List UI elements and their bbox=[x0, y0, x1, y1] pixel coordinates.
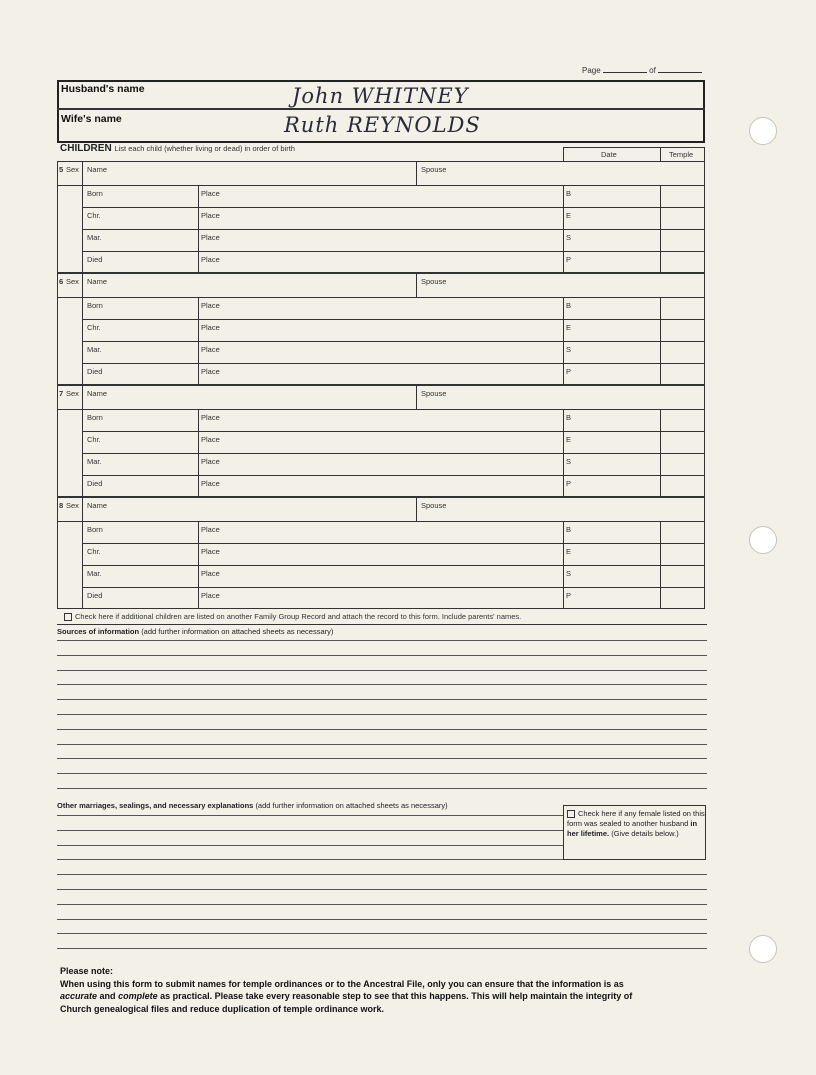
child-name-field[interactable]: Name bbox=[87, 389, 108, 398]
date-header: Date bbox=[601, 150, 617, 159]
wife-label: Wife's name bbox=[61, 113, 122, 125]
child-number: 5 bbox=[59, 165, 64, 174]
divider bbox=[660, 409, 661, 497]
divider bbox=[57, 108, 705, 110]
event-place-field[interactable]: Place bbox=[201, 569, 220, 578]
additional-children-text: Check here if additional children are listed on another Family Group Record and attach the record to this form. Include parents' names. bbox=[75, 612, 522, 621]
event-label-died: Died bbox=[87, 367, 103, 376]
page-total-field[interactable] bbox=[658, 72, 702, 73]
divider bbox=[198, 521, 199, 609]
ruled-line bbox=[57, 889, 707, 890]
divider bbox=[82, 565, 705, 566]
ruled-line bbox=[57, 699, 707, 700]
event-label-died: Died bbox=[87, 255, 103, 264]
child-sex-label: Sex bbox=[66, 277, 79, 286]
event-place-field[interactable]: Place bbox=[201, 591, 220, 600]
ruled-line bbox=[57, 933, 707, 934]
divider bbox=[660, 521, 661, 609]
female-check-text: Check here if any female listed on this form was sealed to another husband bbox=[567, 809, 705, 828]
other-marriages-hint: (add further information on attached sheets as necessary) bbox=[255, 801, 448, 810]
temple-code-b[interactable]: B bbox=[566, 413, 572, 422]
divider bbox=[198, 409, 199, 497]
divider bbox=[660, 147, 661, 161]
temple-code-e[interactable]: E bbox=[566, 547, 572, 556]
please-note-line-2 bbox=[60, 990, 740, 1003]
child-sex-label: Sex bbox=[66, 165, 79, 174]
female-check-end: (Give details below.) bbox=[611, 829, 679, 838]
divider bbox=[82, 161, 83, 273]
event-label-mar: Mar. bbox=[87, 457, 102, 466]
event-place-field[interactable]: Place bbox=[201, 189, 220, 198]
temple-code-b[interactable]: B bbox=[566, 189, 572, 198]
divider bbox=[82, 453, 705, 454]
female-sealing-check[interactable] bbox=[567, 809, 705, 839]
divider bbox=[82, 543, 705, 544]
ruled-line bbox=[57, 830, 563, 831]
divider bbox=[82, 229, 705, 230]
event-place-field[interactable]: Place bbox=[201, 301, 220, 310]
divider bbox=[198, 297, 199, 385]
event-place-field[interactable]: Place bbox=[201, 323, 220, 332]
event-place-field[interactable]: Place bbox=[201, 255, 220, 264]
divider bbox=[82, 431, 705, 432]
event-label-born: Born bbox=[87, 189, 103, 198]
ruled-line bbox=[57, 919, 707, 920]
please-note-block bbox=[60, 965, 740, 1015]
event-place-field[interactable]: Place bbox=[201, 525, 220, 534]
event-place-field[interactable]: Place bbox=[201, 413, 220, 422]
divider bbox=[416, 497, 417, 521]
children-instructions: List each child (whether living or dead) in order of birth bbox=[114, 144, 295, 153]
child-number: 8 bbox=[59, 501, 64, 510]
temple-code-p[interactable]: P bbox=[566, 479, 572, 488]
child-number: 7 bbox=[59, 389, 64, 398]
divider bbox=[563, 185, 564, 273]
divider bbox=[57, 297, 705, 298]
temple-code-s[interactable]: S bbox=[566, 457, 572, 466]
punch-hole-bottom bbox=[749, 935, 777, 963]
temple-code-b[interactable]: B bbox=[566, 301, 572, 310]
please-note-title: Please note: bbox=[60, 966, 114, 976]
temple-code-b[interactable]: B bbox=[566, 525, 572, 534]
child-name-field[interactable]: Name bbox=[87, 501, 108, 510]
event-label-born: Born bbox=[87, 413, 103, 422]
divider bbox=[660, 185, 661, 273]
of-label: of bbox=[649, 66, 656, 75]
divider bbox=[82, 385, 83, 497]
event-place-field[interactable]: Place bbox=[201, 457, 220, 466]
ruled-line bbox=[57, 744, 707, 745]
ruled-line bbox=[57, 714, 707, 715]
divider bbox=[416, 273, 417, 297]
child-number: 6 bbox=[59, 277, 64, 286]
ruled-line bbox=[57, 948, 707, 949]
ruled-line bbox=[57, 904, 707, 905]
temple-code-p[interactable]: P bbox=[566, 255, 572, 264]
checkbox[interactable] bbox=[567, 810, 575, 818]
event-place-field[interactable]: Place bbox=[201, 345, 220, 354]
ruled-line bbox=[57, 684, 707, 685]
event-place-field[interactable]: Place bbox=[201, 547, 220, 556]
ruled-line bbox=[57, 859, 563, 860]
temple-header: Temple bbox=[669, 150, 694, 159]
temple-code-e[interactable]: E bbox=[566, 323, 572, 332]
divider bbox=[416, 161, 417, 185]
event-label-chr: Chr. bbox=[87, 323, 101, 332]
other-marriages-heading bbox=[57, 801, 448, 810]
temple-code-p[interactable]: P bbox=[566, 367, 572, 376]
sources-hint: (add further information on attached sheets as necessary) bbox=[141, 627, 334, 636]
divider bbox=[57, 521, 705, 522]
event-label-chr: Chr. bbox=[87, 211, 101, 220]
divider bbox=[57, 624, 707, 625]
female-check-bold: in her lifetime. bbox=[567, 819, 698, 838]
divider bbox=[82, 587, 705, 588]
event-label-born: Born bbox=[87, 301, 103, 310]
temple-code-s[interactable]: S bbox=[566, 569, 572, 578]
wife-name-value[interactable]: Ruth REYNOLDS bbox=[284, 113, 481, 137]
page-number-row bbox=[582, 66, 702, 75]
and-text: and bbox=[99, 991, 116, 1001]
child-spouse-field[interactable]: Spouse bbox=[421, 277, 447, 286]
ruled-line bbox=[57, 815, 563, 816]
event-label-mar: Mar. bbox=[87, 345, 102, 354]
ruled-line bbox=[57, 729, 707, 730]
husband-label: Husband's name bbox=[61, 83, 145, 95]
child-name-field[interactable]: Name bbox=[87, 277, 108, 286]
child-spouse-field[interactable]: Spouse bbox=[421, 389, 447, 398]
event-label-born: Born bbox=[87, 525, 103, 534]
please-note-line-1: When using this form to submit names for temple ordinances or to the Ancestral File, only you can ensure that the information is as bbox=[60, 978, 624, 989]
divider bbox=[82, 273, 83, 385]
page-number-field[interactable] bbox=[603, 72, 647, 73]
children-title: CHILDREN bbox=[60, 143, 112, 154]
event-place-field[interactable]: Place bbox=[201, 233, 220, 242]
ruled-line bbox=[57, 773, 707, 774]
ruled-line bbox=[57, 845, 563, 846]
divider bbox=[660, 297, 661, 385]
temple-code-p[interactable]: P bbox=[566, 591, 572, 600]
child-name-field[interactable]: Name bbox=[87, 165, 108, 174]
child-block bbox=[57, 161, 705, 273]
divider bbox=[82, 363, 705, 364]
temple-code-s[interactable]: S bbox=[566, 345, 572, 354]
ruled-line bbox=[57, 874, 707, 875]
child-block bbox=[57, 273, 705, 385]
punch-hole-top bbox=[749, 117, 777, 145]
sources-heading bbox=[57, 627, 333, 636]
event-place-field[interactable]: Place bbox=[201, 479, 220, 488]
ruled-line bbox=[57, 640, 707, 641]
additional-children-check[interactable] bbox=[64, 612, 521, 621]
event-place-field[interactable]: Place bbox=[201, 367, 220, 376]
temple-code-e[interactable]: E bbox=[566, 211, 572, 220]
event-label-chr: Chr. bbox=[87, 547, 101, 556]
child-block bbox=[57, 385, 705, 497]
ruled-line bbox=[57, 670, 707, 671]
divider bbox=[198, 185, 199, 273]
event-label-chr: Chr. bbox=[87, 435, 101, 444]
page-label: Page bbox=[582, 66, 601, 75]
children-heading bbox=[60, 143, 295, 154]
event-place-field[interactable]: Place bbox=[201, 435, 220, 444]
temple-code-e[interactable]: E bbox=[566, 435, 572, 444]
event-place-field[interactable]: Place bbox=[201, 211, 220, 220]
ruled-line bbox=[57, 788, 707, 789]
emphasis-complete: complete bbox=[118, 991, 158, 1001]
divider bbox=[82, 475, 705, 476]
divider bbox=[563, 297, 564, 385]
child-spouse-field[interactable]: Spouse bbox=[421, 501, 447, 510]
event-label-mar: Mar. bbox=[87, 569, 102, 578]
divider bbox=[82, 319, 705, 320]
event-label-died: Died bbox=[87, 479, 103, 488]
child-sex-label: Sex bbox=[66, 501, 79, 510]
sources-label: Sources of information bbox=[57, 627, 140, 636]
divider bbox=[57, 185, 705, 186]
child-block bbox=[57, 497, 705, 609]
divider bbox=[563, 409, 564, 497]
husband-name-value[interactable]: John WHITNEY bbox=[292, 84, 469, 108]
please-note-line-2-rest: as practical. Please take every reasonable step to see that this happens. This will help maintain the integrity of bbox=[160, 991, 633, 1001]
divider bbox=[82, 497, 83, 609]
divider bbox=[82, 207, 705, 208]
divider bbox=[563, 521, 564, 609]
ruled-line bbox=[57, 655, 707, 656]
child-spouse-field[interactable]: Spouse bbox=[421, 165, 447, 174]
please-note-line-3: Church genealogical files and reduce duplication of temple ordinance work. bbox=[60, 1003, 385, 1014]
event-label-died: Died bbox=[87, 591, 103, 600]
other-marriages-label: Other marriages, sealings, and necessary explanations bbox=[57, 801, 254, 810]
divider bbox=[416, 385, 417, 409]
punch-hole-middle bbox=[749, 526, 777, 554]
emphasis-accurate: accurate bbox=[60, 991, 98, 1001]
divider bbox=[57, 409, 705, 410]
child-sex-label: Sex bbox=[66, 389, 79, 398]
divider bbox=[82, 251, 705, 252]
event-label-mar: Mar. bbox=[87, 233, 102, 242]
divider bbox=[82, 341, 705, 342]
temple-code-s[interactable]: S bbox=[566, 233, 572, 242]
ruled-line bbox=[57, 758, 707, 759]
checkbox[interactable] bbox=[64, 613, 72, 621]
